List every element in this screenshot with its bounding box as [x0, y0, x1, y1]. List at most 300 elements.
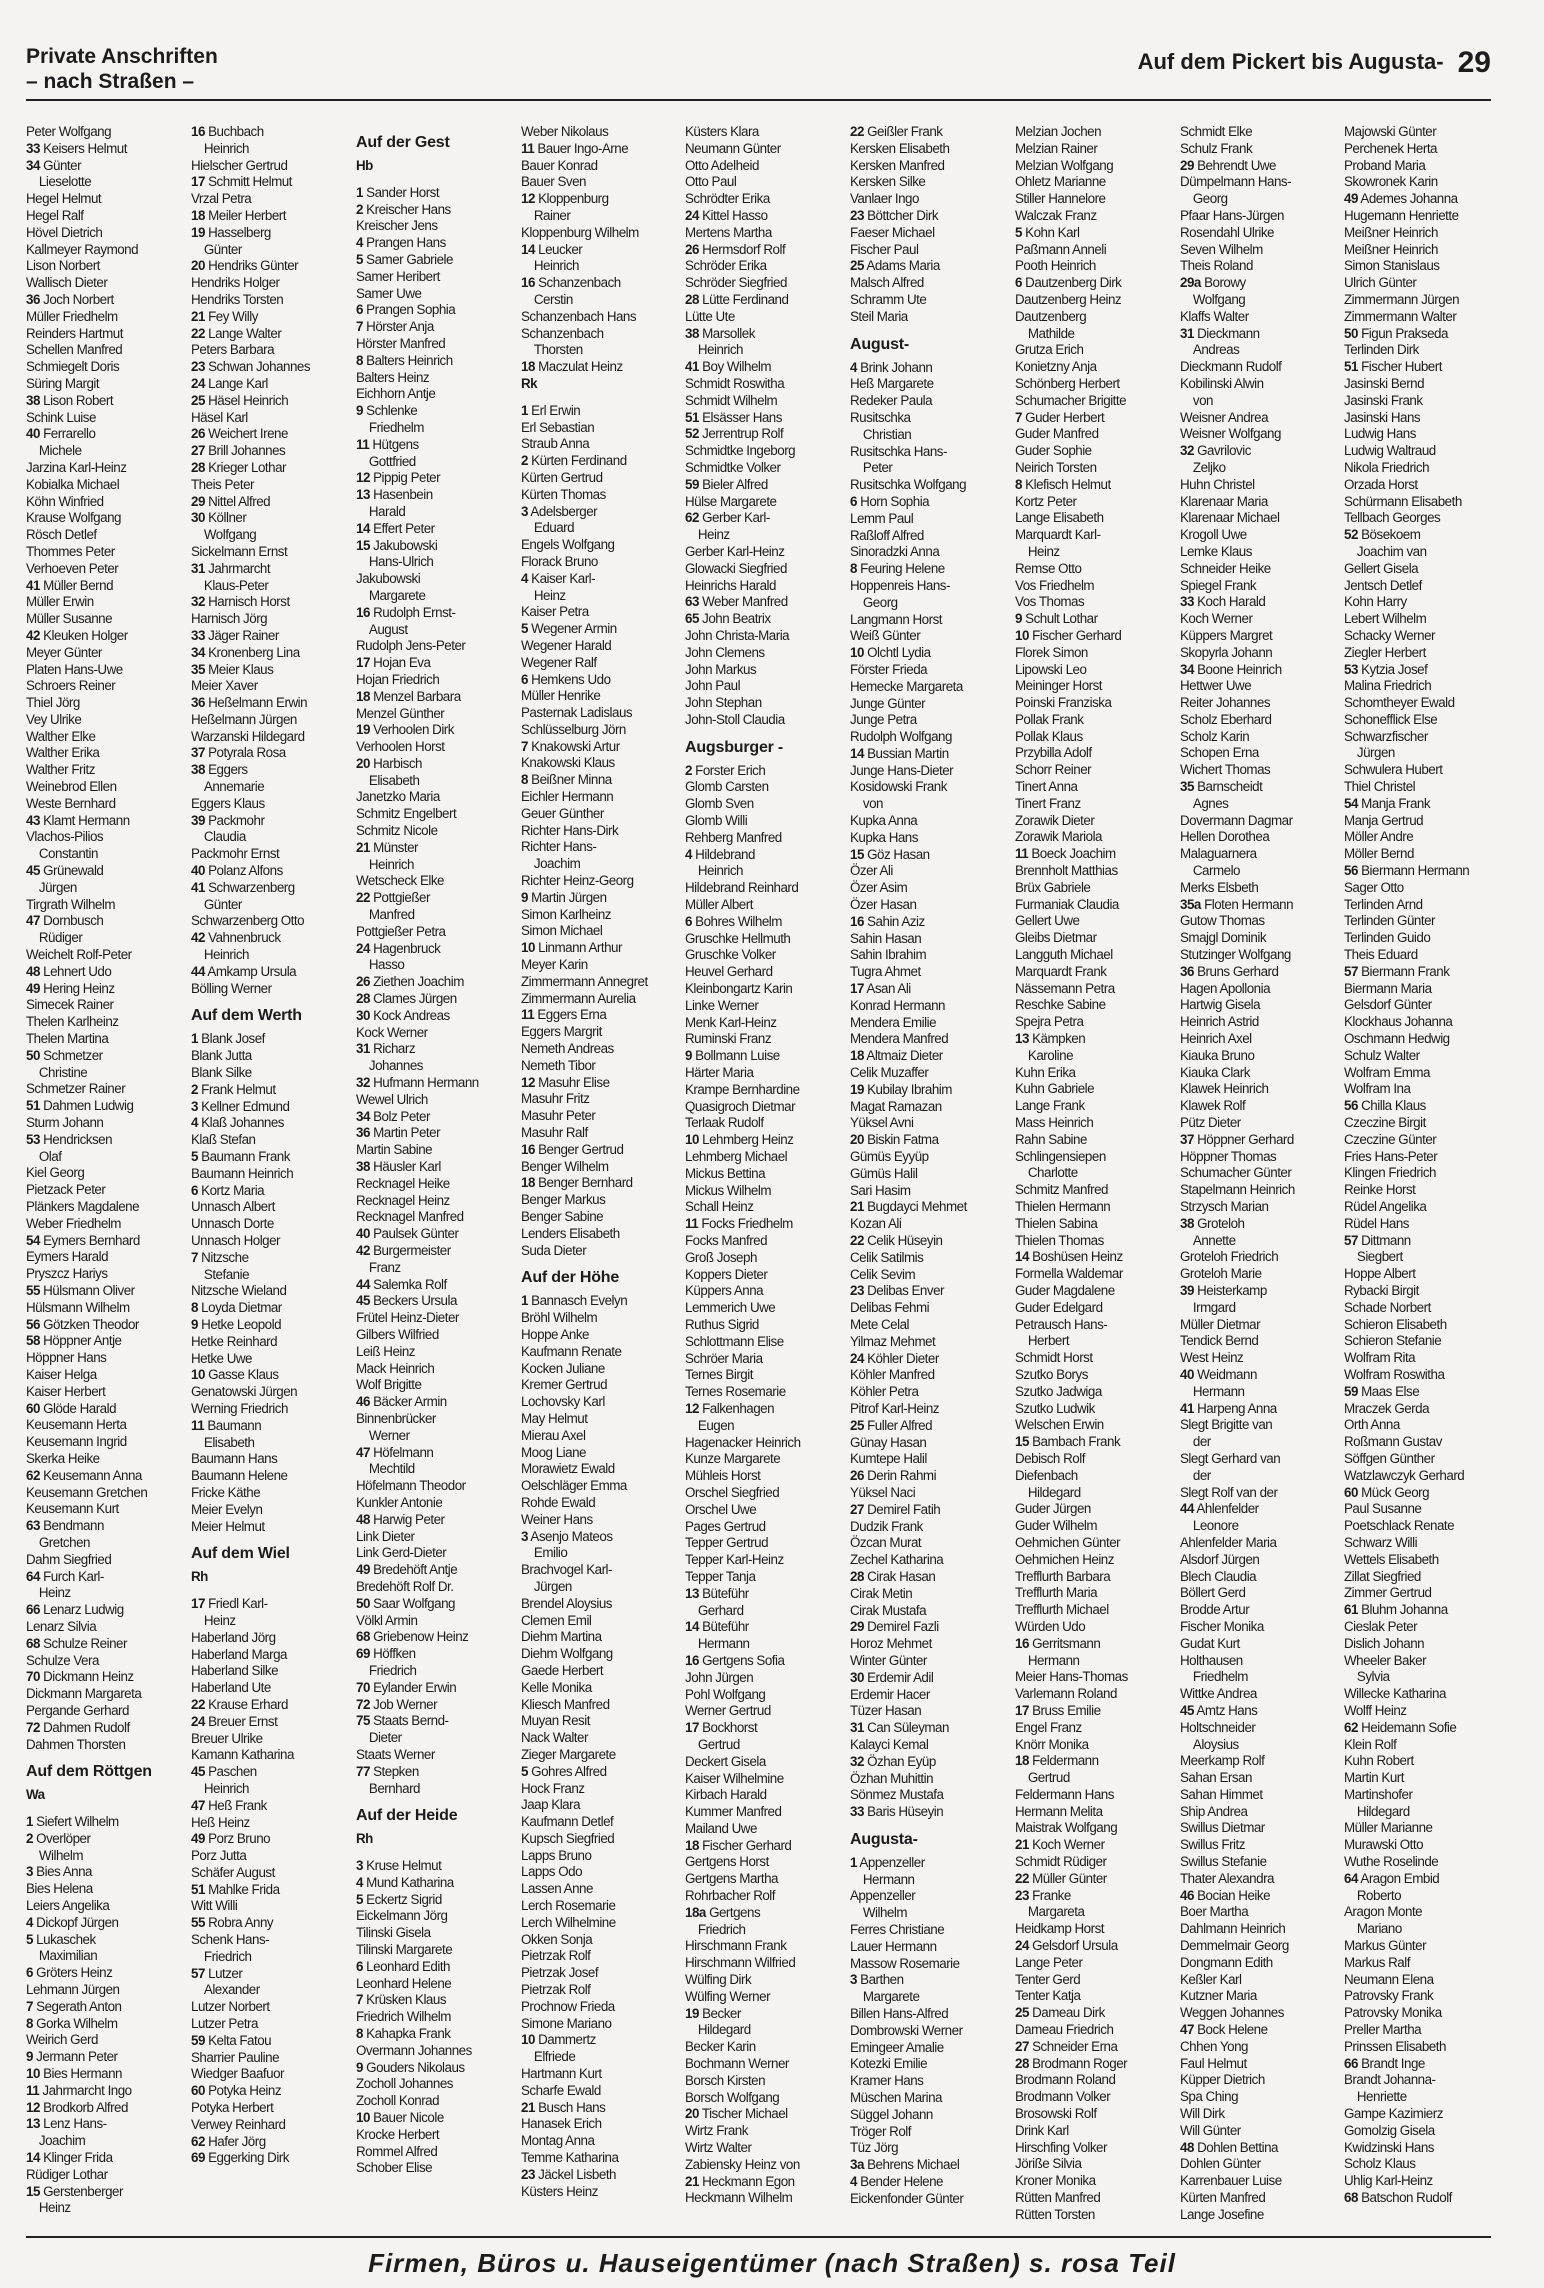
house-number: 53 [26, 1131, 40, 1147]
house-number: 45 [191, 1764, 205, 1780]
resident-entry: Kupka Hans [850, 829, 918, 845]
directory-column-4 [521, 124, 679, 2232]
house-number: 10 [191, 1367, 205, 1383]
resident-entry: Schramm Ute [850, 291, 927, 307]
resident-entry: 16 Buchbach [191, 124, 264, 139]
resident-entry: Tellbach Georges [1344, 510, 1441, 526]
house-number: 2 [191, 1081, 198, 1097]
resident-entry: 8 Loyda Dietmar [191, 1300, 282, 1316]
resident-entry: Hettwer Uwe [1180, 678, 1252, 694]
house-number: 20 [356, 755, 370, 771]
resident-entry: Hülse Margarete [685, 493, 777, 509]
house-number: 6 [521, 671, 528, 687]
house-number: 11 [685, 1216, 699, 1232]
resident-entry: Preller Martha [1344, 2022, 1422, 2038]
resident-entry: Yilmaz Mehmet [850, 1333, 936, 1349]
resident-entry: 6 Leonhard Edith [356, 1958, 451, 1974]
resident-entry: Terlinden Dirk [1344, 342, 1419, 358]
resident-entry: Rybacki Birgit [1344, 1282, 1419, 1298]
resident-entry: Lutzer Petra [191, 2016, 258, 2032]
street-heading: Auf der Gest [356, 134, 450, 151]
resident-entry: 29 Nittel Alfred [191, 493, 271, 509]
house-number: 19 [356, 722, 370, 738]
house-number: 14 [1015, 1249, 1029, 1265]
street-heading: Augusta- [850, 1830, 918, 1848]
resident-entry: Uhlig Karl-Heinz [1344, 2173, 1433, 2189]
resident-entry: 65 John Beatrix [685, 611, 771, 627]
resident-entry: Lange Frank [1015, 1098, 1085, 1114]
resident-entry: Schmidt Horst [1015, 1350, 1093, 1366]
house-number: 52 [1344, 527, 1358, 543]
house-number: 3 [521, 1528, 528, 1544]
resident-entry: Günter [191, 896, 242, 912]
house-number: 10 [521, 940, 535, 956]
resident-entry: 17 Friedl Karl- [191, 1596, 268, 1612]
resident-entry: Dongmann Edith [1180, 1954, 1273, 1970]
resident-entry: Lapps Odo [521, 1864, 583, 1880]
resident-entry: Claudia [191, 829, 246, 845]
resident-entry: Küsters Klara [685, 124, 759, 139]
resident-entry: 68 Batschon Rudolf [1344, 2190, 1452, 2206]
resident-entry: 24 Lange Karl [191, 375, 268, 391]
resident-entry: 68 Schulze Reiner [26, 1635, 127, 1651]
house-number: 45 [1180, 1702, 1194, 1718]
resident-entry: 10 Dammertz [521, 2032, 596, 2048]
house-number: 64 [1344, 1870, 1358, 1886]
house-number: 4 [521, 570, 528, 586]
house-number: 68 [1344, 2190, 1358, 2206]
house-number: 26 [850, 1468, 864, 1484]
resident-entry: 24 Breuer Ernst [191, 1713, 278, 1729]
resident-entry: 69 Eggerking Dirk [191, 2150, 289, 2166]
resident-entry: Dovermann Dagmar [1180, 812, 1293, 828]
resident-entry: Steil Maria [850, 308, 908, 324]
house-number: 34 [26, 157, 40, 173]
resident-entry: 9 Schlenke [356, 403, 418, 419]
house-number: 15 [850, 846, 864, 862]
house-number: 8 [1015, 476, 1022, 492]
resident-entry: 35 Meier Klaus [191, 661, 274, 677]
resident-entry: Eduard [521, 520, 575, 536]
resident-entry: 22 Lange Walter [191, 325, 282, 341]
house-number: 19 [685, 2005, 699, 2021]
resident-entry: 47 Heß Frank [191, 1797, 267, 1813]
resident-entry: Klingen Friedrich [1344, 1165, 1436, 1181]
resident-entry: Wetscheck Elke [356, 873, 445, 889]
resident-entry: Wiedger Baafuor [191, 2066, 284, 2082]
resident-entry: Hegel Helmut [26, 191, 102, 207]
resident-entry: 29 Behrendt Uwe [1180, 157, 1276, 173]
house-number: 46 [356, 1394, 370, 1410]
resident-entry: 4 Bender Helene [850, 2174, 944, 2190]
house-number: 4 [356, 1874, 363, 1890]
resident-entry: Kelle Monika [521, 1679, 592, 1695]
resident-entry: Masuhr Fritz [521, 1091, 590, 1107]
resident-entry: Rüdiger Lothar [26, 2166, 108, 2182]
resident-entry: Schlottmann Elise [685, 1333, 784, 1349]
resident-entry: Müller Marianne [1344, 1820, 1433, 1836]
resident-entry: Slegt Rolf van der [1180, 1484, 1278, 1500]
resident-entry: Schonefflick Else [1344, 711, 1438, 727]
house-number: 22 [850, 124, 864, 139]
house-number: 7 [1015, 409, 1022, 425]
resident-entry: 15 Göz Hasan [850, 846, 930, 862]
resident-entry: Sari Hasim [850, 1182, 911, 1198]
house-number: 18 [850, 1048, 864, 1064]
resident-entry: Höppner Thomas [1180, 1148, 1277, 1164]
house-number: 22 [356, 890, 370, 906]
resident-entry: Rütten Torsten [1015, 2206, 1095, 2222]
resident-entry: Terlinden Guido [1344, 930, 1431, 946]
resident-entry: Heinz [191, 1612, 236, 1628]
resident-entry: Müller Friedhelm [26, 308, 118, 324]
resident-entry: Wichert Thomas [1180, 762, 1271, 778]
resident-entry: Schröer Maria [685, 1350, 763, 1366]
house-number: 68 [356, 1629, 370, 1645]
resident-entry: Dahmen Thorsten [26, 1736, 126, 1752]
resident-entry: Nässemann Petra [1015, 980, 1115, 996]
house-number: 6 [356, 1958, 363, 1974]
resident-entry: Will Günter [1180, 2122, 1241, 2138]
resident-entry: Perchenek Herta [1344, 140, 1437, 156]
resident-entry: Nitzsche Wieland [191, 1283, 287, 1299]
resident-entry: Wettels Elisabeth [1344, 1551, 1439, 1567]
resident-entry: Wittke Andrea [1180, 1686, 1257, 1702]
house-number: 49 [191, 1831, 205, 1847]
resident-entry: Ziegler Herbert [1344, 644, 1426, 660]
resident-entry: Scholz Klaus [1344, 2156, 1416, 2172]
resident-entry: 54 Eymers Bernhard [26, 1232, 140, 1248]
house-number: 40 [191, 863, 205, 879]
resident-entry: 53 Kytzia Josef [1344, 661, 1428, 677]
resident-entry: 17 Asan Ali [850, 981, 911, 997]
resident-entry: 10 Lehmberg Heinz [685, 1132, 794, 1148]
resident-entry: 29a Borowy [1180, 275, 1246, 291]
resident-entry: Formella Waldemar [1015, 1266, 1123, 1282]
house-number: 3 [26, 1864, 33, 1880]
resident-entry: 44 Salemka Rolf [356, 1276, 447, 1292]
resident-entry: Koch Werner [1180, 611, 1253, 627]
resident-entry: 6 Horn Sophia [850, 493, 930, 509]
resident-entry: 5 Samer Gabriele [356, 251, 453, 267]
house-number: 38 [356, 1159, 370, 1175]
resident-entry: Eugen [685, 1417, 735, 1433]
resident-entry: Mete Celal [850, 1316, 910, 1332]
resident-entry: 39 Heisterkamp [1180, 1282, 1267, 1298]
resident-entry: Kohn Harry [1344, 594, 1407, 610]
resident-entry: John Markus [685, 661, 757, 677]
resident-entry: Brodde Artur [1180, 1602, 1250, 1618]
street-heading: Auf dem Röttgen [26, 1763, 152, 1781]
house-number: 62 [1344, 1719, 1358, 1735]
resident-entry: 23 Jäckel Lisbeth [521, 2166, 616, 2182]
resident-entry: Maistrak Wolfgang [1015, 1820, 1118, 1836]
resident-entry: Kramer Hans [850, 2073, 924, 2089]
resident-entry: 43 Klamt Hermann [26, 812, 130, 828]
resident-entry: Gomolzig Gisela [1344, 2122, 1435, 2138]
resident-entry: Lemm Paul [850, 510, 914, 526]
directory-column-1 [26, 124, 184, 2232]
resident-entry: Chhen Yong [1180, 2038, 1248, 2054]
resident-entry: Wheeler Baker [1344, 1652, 1427, 1668]
house-number: 11 [191, 1417, 205, 1433]
house-number: 10 [521, 2032, 535, 2048]
resident-entry: Höfelmann Theodor [356, 1478, 466, 1494]
resident-entry: Verhoolen Horst [356, 739, 445, 755]
resident-entry: Tendick Bernd [1180, 1333, 1259, 1349]
resident-entry: Hermann [850, 1871, 915, 1887]
resident-entry: Tugra Ahmet [850, 964, 921, 980]
house-number: 39 [191, 812, 205, 828]
resident-entry: Theis Roland [1180, 258, 1253, 274]
house-number: 8 [191, 1300, 198, 1316]
resident-entry: Özcan Murat [850, 1535, 922, 1551]
house-number: 4 [685, 846, 692, 862]
resident-entry: Dameau Friedrich [1015, 2022, 1114, 2038]
resident-entry: 2 Frank Helmut [191, 1081, 276, 1097]
resident-entry: 56 Götzken Theodor [26, 1316, 139, 1332]
resident-entry: 6 Bohres Wilhelm [685, 913, 782, 929]
resident-entry: Pollak Klaus [1015, 728, 1083, 744]
resident-entry: Richter Hans-Dirk [521, 822, 619, 838]
resident-entry: Glowacki Siegfried [685, 560, 787, 576]
resident-entry: Krocke Herbert [356, 2126, 440, 2142]
resident-entry: Samer Heribert [356, 268, 440, 284]
resident-entry: Brosowski Rolf [1015, 2106, 1097, 2122]
house-number: 44 [191, 963, 205, 979]
resident-entry: Kuhn Erika [1015, 1064, 1076, 1080]
resident-entry: Sturm Johann [26, 1115, 104, 1131]
resident-entry: Klaß Stefan [191, 1132, 256, 1148]
resident-entry: Weiner Hans [521, 1511, 593, 1527]
resident-entry: Süggel Johann [850, 2106, 933, 2122]
resident-entry: Oschmann Hedwig [1344, 1031, 1450, 1047]
resident-entry: Redeker Paula [850, 393, 933, 409]
resident-entry: 31 Dieckmann [1180, 325, 1260, 341]
resident-entry: Watzlawczyk Gerhard [1344, 1467, 1465, 1483]
resident-entry: Schanzenbach Hans [521, 308, 637, 324]
page-header [26, 40, 1491, 100]
resident-entry: Walther Elke [26, 728, 96, 744]
resident-entry: Leonore [1180, 1518, 1239, 1534]
resident-entry: 72 Job Werner [356, 1696, 438, 1712]
house-number: 9 [1015, 611, 1022, 627]
resident-entry: Markus Ralf [1344, 1954, 1410, 1970]
resident-entry: Zechel Katharina [850, 1552, 944, 1568]
house-number: 21 [191, 308, 205, 324]
resident-entry: Link Gerd-Dieter [356, 1545, 447, 1561]
resident-entry: Groß Joseph [685, 1249, 757, 1265]
resident-entry: John Paul [685, 678, 741, 694]
house-number: 23 [850, 1283, 864, 1299]
resident-entry: Guder Magdalene [1015, 1282, 1115, 1298]
resident-entry: Mierau Axel [521, 1427, 586, 1443]
house-number: 3 [356, 1858, 363, 1874]
resident-entry: Leiß Heinz [356, 1343, 416, 1359]
resident-entry: Menk Karl-Heinz [685, 1014, 777, 1030]
resident-entry: Hielscher Gertrud [191, 157, 288, 173]
resident-entry: Hellen Dorothea [1180, 829, 1270, 845]
house-number: 2 [26, 1830, 33, 1846]
resident-entry: Will Dirk [1180, 2106, 1225, 2122]
resident-entry: Wolfgang [1180, 291, 1246, 307]
resident-entry: Straub Anna [521, 436, 590, 452]
house-number: 33 [26, 140, 40, 156]
resident-entry: 10 Olchtl Lydia [850, 645, 931, 661]
resident-entry: 15 Jakubowski [356, 537, 438, 553]
resident-entry: Pietrzak Rolf [521, 1982, 591, 1998]
resident-entry: 14 Leucker [521, 241, 583, 257]
house-number: 63 [685, 594, 699, 610]
resident-entry: Genatowski Jürgen [191, 1384, 298, 1400]
resident-entry: 22 Krause Erhard [191, 1696, 288, 1712]
resident-entry: 49 Porz Bruno [191, 1831, 271, 1847]
resident-entry: Schäfer August [191, 1864, 275, 1880]
resident-entry: Simon Stanislaus [1344, 258, 1440, 274]
house-number: 7 [521, 738, 528, 754]
resident-entry: Möller Bernd [1344, 846, 1414, 862]
resident-entry: Magat Ramazan [850, 1098, 942, 1114]
resident-entry: Thelen Karlheinz [26, 1014, 119, 1030]
resident-entry: Heuvel Gerhard [685, 964, 773, 980]
resident-entry: Schwarzenberg Otto [191, 913, 305, 929]
house-number: 56 [26, 1316, 40, 1332]
resident-entry: Eggers Klaus [191, 795, 265, 811]
resident-entry: Melzian Jochen [1015, 124, 1102, 139]
resident-entry: 49 Hering Heinz [26, 980, 115, 996]
resident-entry: Georg [850, 594, 898, 610]
resident-entry: Lange Josefine [1180, 2206, 1264, 2222]
resident-entry: 38 Häusler Karl [356, 1159, 441, 1175]
resident-entry: Temme Katharina [521, 2150, 619, 2166]
resident-entry: 63 Bendmann [26, 1518, 104, 1534]
resident-entry: 59 Kelta Fatou [191, 2032, 272, 2048]
resident-entry: Mickus Wilhelm [685, 1182, 771, 1198]
resident-entry: 40 Weidmann [1180, 1366, 1257, 1382]
resident-entry: 14 Boshüsen Heinz [1015, 1249, 1123, 1265]
resident-entry: Wegener Ralf [521, 654, 597, 670]
resident-entry: Malina Friedrich [1344, 678, 1432, 694]
resident-entry: 24 Kittel Hasso [685, 207, 768, 223]
house-number: 23 [850, 207, 864, 223]
house-number: 41 [1180, 1400, 1194, 1416]
resident-entry: Konietzny Anja [1015, 359, 1097, 375]
resident-entry: Maximilian [26, 1948, 98, 1964]
resident-entry: 25 Häsel Heinrich [191, 392, 289, 408]
directory-columns [26, 124, 1496, 2232]
resident-entry: Klockhaus Johanna [1344, 1014, 1453, 1030]
resident-entry: Potyka Herbert [191, 2100, 274, 2116]
resident-entry: West Heinz [1180, 1350, 1244, 1366]
resident-entry: Kreischer Jens [356, 218, 438, 234]
resident-entry: Balters Heinz [356, 369, 430, 385]
house-number: 68 [26, 1635, 40, 1651]
house-number: 11 [356, 436, 370, 452]
resident-entry: Szutko Jadwiga [1015, 1383, 1102, 1399]
house-number: 14 [685, 1619, 699, 1635]
resident-entry: 14 Effert Peter [356, 520, 435, 536]
resident-entry: Jasinski Hans [1344, 409, 1421, 425]
resident-entry: Heinrichs Harald [685, 577, 776, 593]
house-number: 32 [356, 1075, 370, 1091]
house-number: 10 [356, 2110, 370, 2126]
resident-entry: Schmitz Engelbert [356, 806, 457, 822]
resident-entry: Junge Hans-Dieter [850, 762, 954, 778]
resident-entry: 32 Hufmann Hermann [356, 1075, 479, 1091]
house-number: 26 [356, 974, 370, 990]
house-number: 42 [191, 930, 205, 946]
house-number: 43 [26, 812, 40, 828]
resident-entry: 33 Keisers Helmut [26, 140, 127, 156]
resident-entry: Gruschke Hellmuth [685, 930, 791, 946]
resident-entry: Meyer Günter [26, 644, 102, 660]
resident-entry: Heinrich [685, 342, 744, 358]
resident-entry: Konrad Hermann [850, 997, 945, 1013]
resident-entry: Guder Edelgard [1015, 1299, 1103, 1315]
resident-entry: 60 Potyka Heinz [191, 2083, 282, 2099]
resident-entry: Demmelmair Georg [1180, 1938, 1289, 1954]
house-number: 18 [191, 207, 205, 223]
resident-entry: Annette [1180, 1232, 1236, 1248]
resident-entry: Müschen Marina [850, 2090, 942, 2106]
resident-entry: 64 Aragon Embid [1344, 1870, 1440, 1886]
resident-entry: Özer Ali [850, 863, 893, 879]
house-number: 5 [356, 1891, 363, 1907]
resident-entry: Bochmann Werner [685, 2056, 789, 2072]
resident-entry: 6 Gröters Heinz [26, 1965, 113, 1981]
house-number: 20 [685, 2106, 699, 2122]
resident-entry: Müller Henrike [521, 688, 601, 704]
resident-entry: Karoline [1015, 1047, 1074, 1063]
resident-entry: Mraczek Gerda [1344, 1400, 1430, 1416]
resident-entry: Frütel Heinz-Dieter [356, 1310, 459, 1326]
resident-entry: Debisch Rolf [1015, 1450, 1085, 1466]
resident-entry: Hock Franz [521, 1780, 585, 1796]
house-number: 48 [1180, 2139, 1194, 2155]
house-number: 13 [356, 487, 370, 503]
resident-entry: Hoppe Albert [1344, 1266, 1416, 1282]
house-number: 9 [356, 403, 363, 419]
resident-entry: Heinrich [191, 947, 250, 963]
resident-entry: Würden Udo [1015, 1618, 1086, 1634]
resident-entry: Rüdel Angelika [1344, 1199, 1427, 1214]
resident-entry: Georg [1180, 191, 1228, 207]
resident-entry: Johannes [356, 1058, 423, 1074]
resident-entry: Härter Maria [685, 1065, 754, 1081]
resident-entry: 22 Pottgießer [356, 890, 430, 906]
resident-entry: Florek Simon [1015, 644, 1088, 660]
resident-entry: Dohlen Günter [1180, 2156, 1261, 2172]
resident-entry: Schall Heinz [685, 1199, 754, 1215]
resident-entry: Morawietz Ewald [521, 1461, 615, 1477]
resident-entry: Oehmichen Heinz [1015, 1551, 1114, 1567]
resident-entry: Kutzner Maria [1180, 1988, 1257, 2004]
resident-entry: Wirtz Frank [685, 2123, 748, 2139]
resident-entry: Gerber Karl-Heinz [685, 543, 785, 559]
house-number: 6 [1015, 275, 1022, 291]
resident-entry: Küppers Anna [685, 1283, 764, 1299]
resident-entry: Hetke Uwe [191, 1350, 252, 1366]
resident-entry: 50 Saar Wolfgang [356, 1595, 455, 1611]
resident-entry: Cirak Mustafa [850, 1602, 927, 1618]
resident-entry: 33 Baris Hüseyin [850, 1804, 944, 1820]
resident-entry: Breuer Ulrike [191, 1730, 263, 1746]
resident-entry: 48 Harwig Peter [356, 1511, 445, 1527]
resident-entry: 30 Köllner [191, 510, 247, 526]
resident-entry: August [356, 621, 408, 637]
resident-entry: Dautzenberg [1015, 308, 1087, 324]
resident-entry: Bauer Sven [521, 174, 586, 190]
